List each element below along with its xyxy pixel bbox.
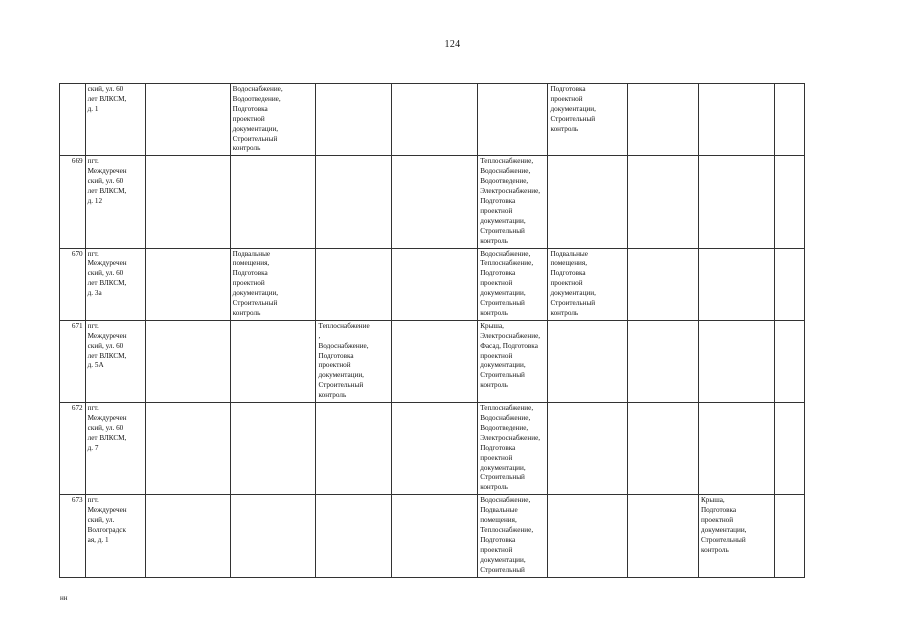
works-cell: Водоснабжение, Подвальные помещения, Теплоснабжение, Подготовка проектной документации, Строительный — [478, 495, 548, 577]
works-cell — [627, 403, 698, 495]
works-cell — [392, 495, 478, 577]
address-cell: пгт. Междуречен ский, ул. 60 лет ВЛКСМ, д. 12 — [85, 156, 145, 248]
works-cell: Крыша, Подготовка проектной документации, Строительный контроль — [698, 495, 774, 577]
works-cell — [627, 320, 698, 402]
row-number — [60, 84, 86, 156]
works-cell — [548, 403, 627, 495]
works-cell — [627, 495, 698, 577]
works-cell — [774, 403, 804, 495]
works-cell: Водоснабжение, Теплоснабжение, Подготовка проектной документации, Строительный контроль — [478, 248, 548, 320]
table-row — [60, 156, 805, 248]
works-cell: Водоснабжение, Водоотведение, Подготовка проектной документации, Строительный контроль — [230, 84, 316, 156]
address-cell: пгт. Междуречен ский, ул. 60 лет ВЛКСМ, д. 7 — [85, 403, 145, 495]
works-cell — [774, 248, 804, 320]
works-cell — [627, 156, 698, 248]
works-cell — [316, 248, 392, 320]
works-cell — [230, 403, 316, 495]
works-cell — [698, 84, 774, 156]
address-cell: пгт. Междуречен ский, ул. Волгоградск ая, д. 1 — [85, 495, 145, 577]
works-cell — [698, 320, 774, 402]
works-cell — [774, 495, 804, 577]
table-row — [60, 495, 805, 577]
works-cell: Подготовка проектной документации, Строительный контроль — [548, 84, 627, 156]
address-cell: пгт. Междуречен ский, ул. 60 лет ВЛКСМ, д. 5А — [85, 320, 145, 402]
works-cell — [392, 403, 478, 495]
works-cell — [392, 156, 478, 248]
row-number: 669 — [60, 156, 86, 248]
works-cell — [774, 84, 804, 156]
works-cell — [698, 156, 774, 248]
address-cell: ский, ул. 60 лет ВЛКСМ, д. 1 — [85, 84, 145, 156]
works-cell — [230, 495, 316, 577]
address-cell: пгт. Междуречен ский, ул. 60 лет ВЛКСМ, д. 3а — [85, 248, 145, 320]
footer-mark: нн — [60, 594, 68, 602]
works-cell — [145, 156, 230, 248]
table-row — [60, 84, 805, 156]
works-cell — [627, 248, 698, 320]
works-cell — [698, 403, 774, 495]
works-cell: Теплоснабжение, Водоснабжение, Водоотведение, Электроснабжение, Подготовка проектной документации, Строительный контроль — [478, 403, 548, 495]
works-cell: Крыша, Электроснабжение, Фасад, Подготовка проектной документации, Строительный контроль — [478, 320, 548, 402]
works-cell — [230, 320, 316, 402]
works-cell — [230, 156, 316, 248]
works-cell — [145, 248, 230, 320]
works-cell — [316, 156, 392, 248]
works-cell — [316, 495, 392, 577]
works-cell — [548, 320, 627, 402]
row-number: 670 — [60, 248, 86, 320]
works-cell — [774, 156, 804, 248]
works-cell: Теплоснабжение, Водоснабжение, Водоотведение, Электроснабжение, Подготовка проектной документации, Строительный контроль — [478, 156, 548, 248]
row-number: 673 — [60, 495, 86, 577]
works-cell — [316, 84, 392, 156]
row-number: 672 — [60, 403, 86, 495]
works-cell — [392, 320, 478, 402]
table-row — [60, 248, 805, 320]
works-cell: Теплоснабжение , Водоснабжение, Подготовка проектной документации, Строительный контроль — [316, 320, 392, 402]
works-cell: Подвальные помещения, Подготовка проектной документации, Строительный контроль — [230, 248, 316, 320]
works-cell — [548, 156, 627, 248]
works-cell — [145, 84, 230, 156]
table-row — [60, 320, 805, 402]
works-cell — [478, 84, 548, 156]
table-row — [60, 403, 805, 495]
works-cell — [392, 248, 478, 320]
works-cell — [316, 403, 392, 495]
works-cell — [774, 320, 804, 402]
page-number: 124 — [444, 39, 461, 50]
row-number: 671 — [60, 320, 86, 402]
works-schedule-table — [59, 83, 805, 578]
works-cell — [145, 320, 230, 402]
works-cell — [698, 248, 774, 320]
works-cell — [548, 495, 627, 577]
works-cell — [627, 84, 698, 156]
works-cell — [392, 84, 478, 156]
works-cell: Подвальные помещения, Подготовка проектной документации, Строительный контроль — [548, 248, 627, 320]
works-cell — [145, 403, 230, 495]
works-cell — [145, 495, 230, 577]
